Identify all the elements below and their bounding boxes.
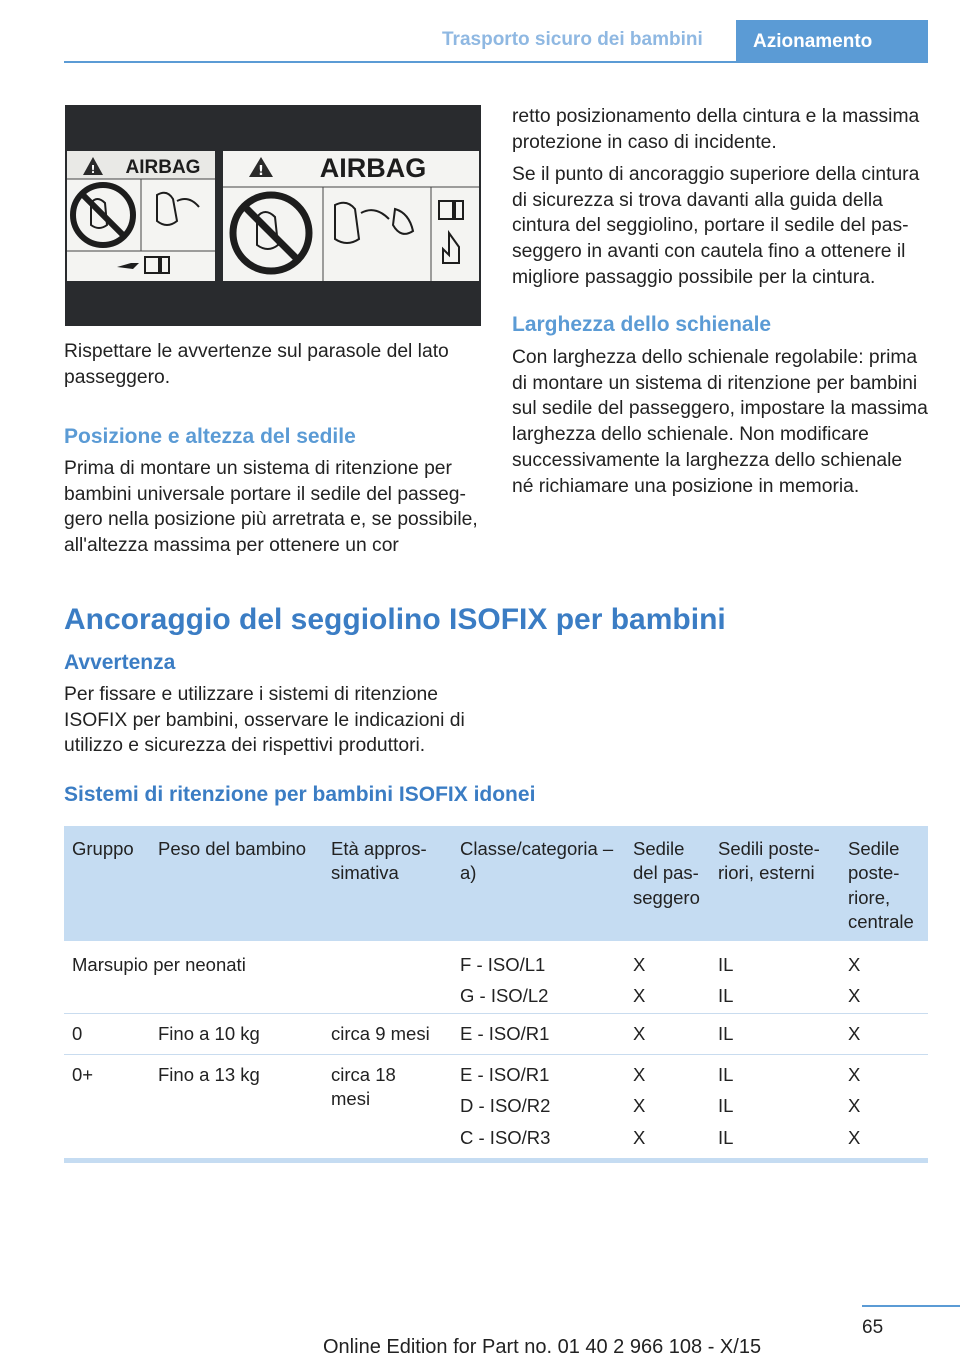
- col-header-eta: Età approssimativa: [331, 838, 427, 884]
- warning-heading: Avvertenza: [64, 651, 176, 674]
- page-number-rule: [862, 1305, 960, 1307]
- col-header-posteriori-esterni: Sedili posteriori, esterni: [718, 838, 820, 884]
- cell-passeggero: X: [633, 1023, 646, 1044]
- seat-position-text: Prima di montare un sistema di ritenzione per bambini universale portare il sedile del passeggero nella posizione più arretrata e, se possibile, all'altezza massima per ottenere un cor: [64, 458, 478, 557]
- svg-text:!: !: [90, 163, 96, 176]
- cell-passeggero: X: [633, 1127, 646, 1148]
- cell-centrale: X: [848, 1095, 861, 1116]
- svg-text:!: !: [258, 164, 264, 179]
- figure-caption: Rispettare le avvertenze sul parasole del lato passeggero.: [64, 341, 449, 388]
- cell-gruppo: 0: [72, 1023, 83, 1044]
- col-header-peso: Peso del bambino: [158, 838, 307, 859]
- cell-eta: circa 9 mesi: [331, 1023, 430, 1044]
- airbag-label-large: [223, 151, 479, 281]
- cell-classe: C - ISO/R3: [460, 1127, 551, 1148]
- cell-centrale: X: [848, 985, 861, 1006]
- cell-centrale: X: [848, 1064, 861, 1085]
- header-rule: [64, 61, 928, 63]
- right-paragraph-2: Se il punto di ancoraggio superiore della cintura di sicurezza si trova davanti alla guida della cintura del seggiolino, portare il sedile del passeggero in avanti con cautela fino a ottenere il migliore passaggio possibile per la cintura.: [512, 164, 920, 288]
- backrest-width-heading: Larghezza dello schienale: [512, 313, 772, 336]
- table-row: [64, 941, 928, 1014]
- cell-esterni: IL: [718, 985, 734, 1006]
- table-row: [64, 1055, 928, 1158]
- cell-gruppo: Marsupio per neonati: [72, 954, 246, 975]
- cell-classe: E - ISO/R1: [460, 1023, 550, 1044]
- backrest-width-text: Con larghezza dello schienale regolabile: prima di montare un sistema di ritenzione per bambini sul sedile del passeggero, impostare la massima larghezza dello schienale. Non modificare successivamente la larghezza dello schienale né richiamare una posizione in memoria.: [512, 347, 928, 497]
- airbag-label-small: [67, 151, 215, 281]
- cell-classe: D - ISO/R2: [460, 1095, 551, 1116]
- cell-esterni: IL: [718, 1023, 734, 1044]
- cell-esterni: IL: [718, 954, 734, 975]
- header-section-title: Trasporto sicuro dei bambini: [442, 29, 703, 50]
- col-header-posteriore-centrale: Sedile posteriore, centrale: [848, 838, 914, 932]
- table-row: [64, 1014, 928, 1055]
- cell-centrale: X: [848, 1127, 861, 1148]
- cell-classe: G - ISO/L2: [460, 985, 549, 1006]
- isofix-table-heading: Sistemi di ritenzione per bambini ISOFIX idonei: [64, 783, 536, 806]
- cell-esterni: IL: [718, 1064, 734, 1085]
- cell-classe: E - ISO/R1: [460, 1064, 550, 1085]
- seat-position-heading: Posizione e altezza del sedile: [64, 425, 356, 448]
- table-header-row: [64, 826, 928, 941]
- cell-peso: Fino a 13 kg: [158, 1064, 260, 1085]
- cell-classe: F - ISO/L1: [460, 954, 546, 975]
- cell-passeggero: X: [633, 1064, 646, 1085]
- airbag-text-large: AIRBAG: [319, 153, 427, 183]
- cell-gruppo: 0+: [72, 1064, 94, 1085]
- cell-passeggero: X: [633, 1095, 646, 1116]
- col-header-classe: Classe/categoria – a): [460, 838, 614, 884]
- page-number: 65: [862, 1317, 884, 1338]
- cell-peso: Fino a 10 kg: [158, 1023, 260, 1044]
- col-header-gruppo: Gruppo: [72, 838, 134, 859]
- cell-centrale: X: [848, 954, 861, 975]
- cell-esterni: IL: [718, 1095, 734, 1116]
- isofix-table: [64, 826, 928, 1163]
- airbag-text-small: AIRBAG: [125, 157, 201, 178]
- warning-text: Per fissare e utilizzare i sistemi di ritenzione ISOFIX per bambini, osservare le indicazioni di utilizzo e sicurezza dei rispettivi produttori.: [64, 684, 465, 757]
- cell-centrale: X: [848, 1023, 861, 1044]
- header-chapter-tab: Azionamento: [736, 20, 928, 63]
- table-bottom-rule: [64, 1158, 928, 1163]
- airbag-warning-photo: [65, 105, 481, 326]
- right-paragraph-1: retto posizionamento della cintura e la massima protezione in caso di incidente.: [512, 106, 920, 153]
- isofix-title: Ancoraggio del seggiolino ISOFIX per bambini: [64, 603, 726, 636]
- cell-esterni: IL: [718, 1127, 734, 1148]
- cell-eta: circa 18 mesi: [331, 1064, 396, 1110]
- cell-passeggero: X: [633, 985, 646, 1006]
- footer-edition-text: Online Edition for Part no. 01 40 2 966 108 - X/15: [323, 1336, 762, 1358]
- cell-passeggero: X: [633, 954, 646, 975]
- col-header-passeggero: Sedile del passeggero: [633, 838, 700, 908]
